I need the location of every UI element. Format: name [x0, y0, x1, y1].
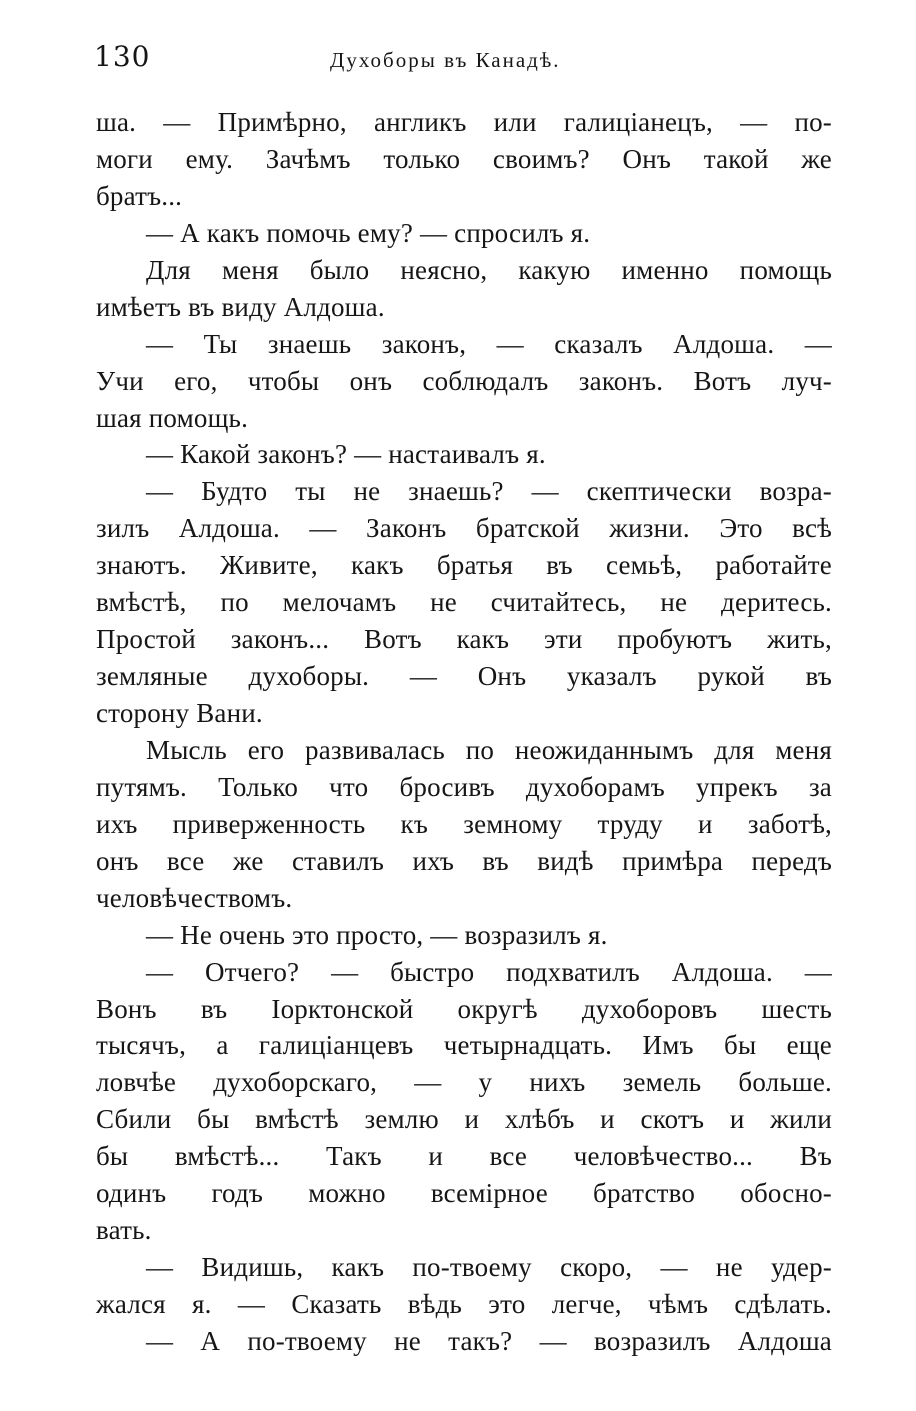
text-line: — Отчего? — быстро подхватилъ Алдоша. — [146, 956, 832, 987]
text-line: — Будто ты не знаешь? — скептически возра- [146, 476, 832, 507]
text-line: Сбили бы вмѣстѣ землю и хлѣбъ и скотъ и жили [96, 1104, 832, 1135]
text-line: ша. — Примѣрно, англикъ или галиціанецъ, — по- [96, 107, 832, 137]
text-line: моги ему. Зачѣмъ только своимъ? Онъ такой же [96, 143, 832, 174]
page-number: 130 [94, 40, 151, 73]
text-line: ихъ приверженность къ земному труду и заботѣ, [96, 808, 832, 839]
text-line: Простой законъ... Вотъ какъ эти пробуютъ жить, [96, 624, 832, 655]
text-line: тысячъ, а галиціанцевъ четырнадцать. Имъ бы еще [96, 1030, 832, 1061]
text-line: путямъ. Только что бросивъ духоборамъ упрекъ за [96, 771, 832, 802]
text-line: сторону Вани. [96, 698, 263, 728]
text-line: человѣчествомъ. [96, 882, 293, 913]
text-line: онъ все же ставилъ ихъ въ видѣ примѣра передъ [96, 845, 832, 876]
text-line: зилъ Алдоша. — Законъ братской жизни. Это всѣ [96, 513, 832, 544]
text-line: — Ты знаешь законъ, — сказалъ Алдоша. — [146, 328, 832, 359]
text-line: — Не очень это просто, — возразилъ я. [146, 919, 608, 950]
text-line: вмѣстѣ, по мелочамъ не считайтесь, не деритесь. [96, 587, 832, 618]
running-title: Духоборы въ Канадѣ. [330, 48, 561, 72]
text-line: Мысль его развивалась по неожиданнымъ для меня [146, 734, 832, 765]
text-line: знаютъ. Живите, какъ братья въ семьѣ, работайте [96, 550, 832, 581]
text-line: вать. [96, 1215, 152, 1246]
text-line: Учи его, чтобы онъ соблюдалъ законъ. Вотъ луч- [96, 365, 832, 396]
text-line: — А какъ помочь ему? — спросилъ я. [146, 217, 591, 248]
text-line: земляные духоборы. — Онъ указалъ рукой въ [96, 661, 832, 692]
text-line: братъ... [96, 180, 183, 211]
text-line: Вонъ въ Іорктонской округѣ духоборовъ шесть [96, 993, 832, 1024]
text-line: ловчѣе духоборскаго, — у нихъ земель больше. [96, 1067, 832, 1098]
text-line: шая помощь. [96, 402, 249, 433]
text-line: Для меня было неясно, какую именно помощь [146, 254, 832, 285]
text-line: одинъ годъ можно всемірное братство обосно- [96, 1178, 832, 1209]
text-line: — Какой законъ? — настаивалъ я. [146, 439, 546, 470]
text-line: бы вмѣстѣ... Такъ и все человѣчество... Въ [96, 1141, 832, 1172]
page-header [94, 40, 834, 80]
text-line: имѣетъ въ виду Алдоша. [96, 291, 385, 322]
body-text [96, 104, 832, 1360]
text-line: — Видишь, какъ по-твоему скоро, — не удер- [146, 1252, 832, 1283]
text-line: — А по-твоему не такъ? — возразилъ Алдоша [146, 1325, 832, 1356]
text-line: жался я. — Сказать вѣдь это легче, чѣмъ сдѣлать. [96, 1289, 832, 1319]
